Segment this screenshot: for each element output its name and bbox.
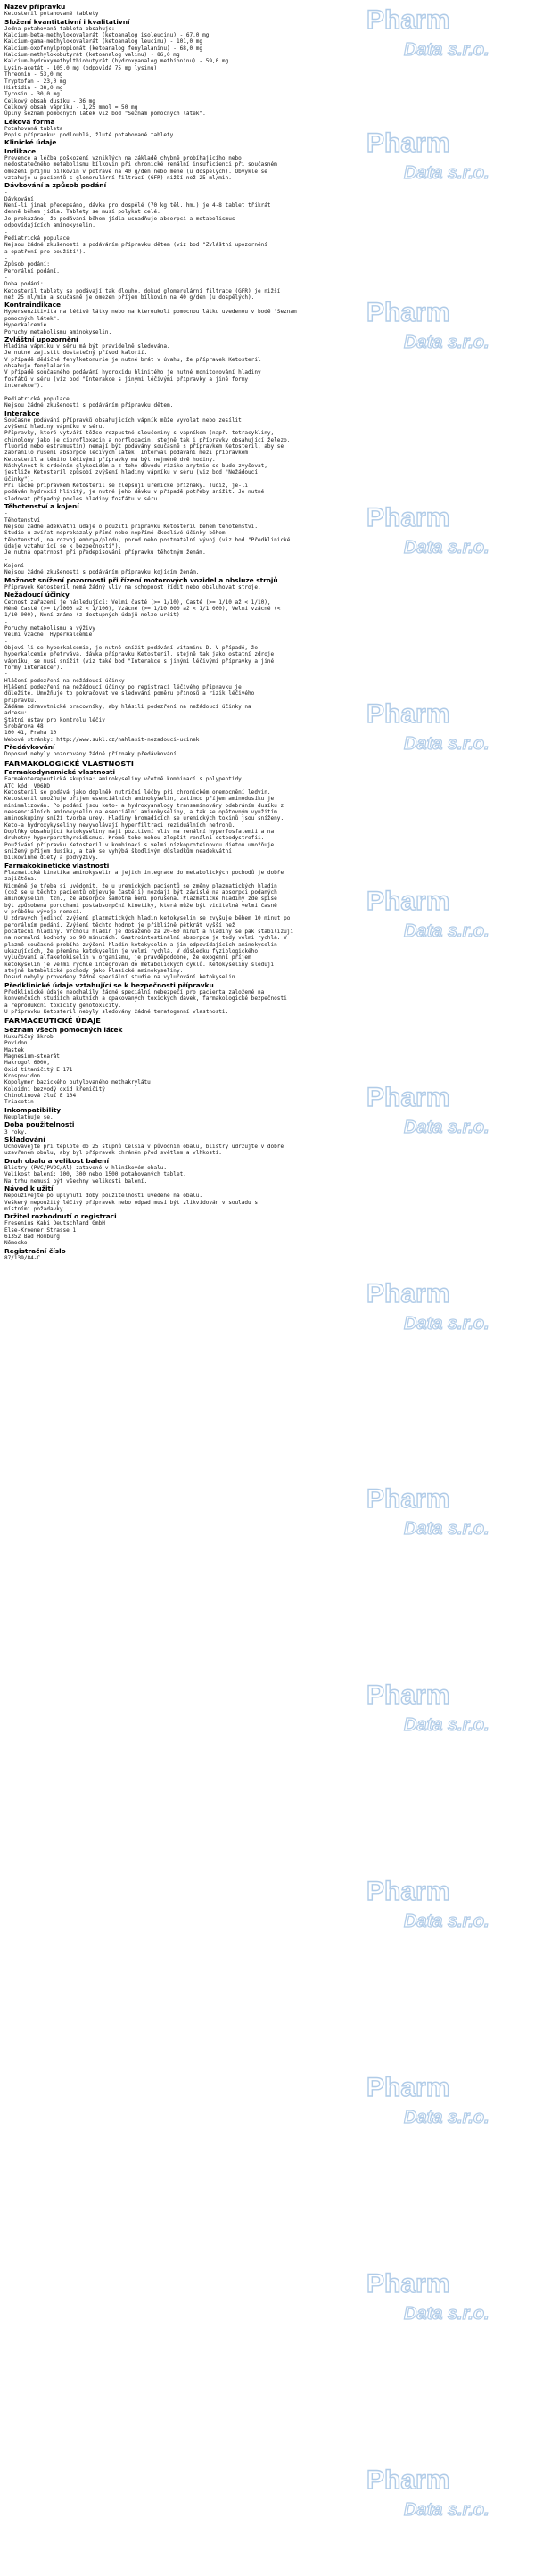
text-line: - <box>4 389 8 396</box>
text-line: Na trhu nemusí být všechny velikosti balení. <box>4 1177 148 1185</box>
text-line: 1/10 000), Není známo (z dostupných údajů nelze určit) <box>4 612 180 619</box>
svg-text:Data s.r.o.: Data s.r.o. <box>404 1118 490 1137</box>
text-line: denně během jídla. Tablety se musí polykat celé. <box>4 209 160 216</box>
text-line: Hlášení podezření na nežádoucí účinky <box>4 677 125 684</box>
text-line: na normální hodnoty po 90 minutách. Gastrointestinální absorpce je tedy velmi rychlá. V <box>4 935 287 942</box>
text-line: Keto-a hydroxykyseliny nevyvolávají hyperfiltraci reziduálních nefronů. <box>4 822 235 829</box>
section-body <box>4 989 531 1015</box>
svg-text:Data s.r.o.: Data s.r.o. <box>404 2108 490 2127</box>
text-line: Nepoužívejte po uplynutí doby použitelnosti uvedené na obalu. <box>4 1193 203 1200</box>
heading-skladovani: Skladování <box>4 1135 45 1144</box>
section-body <box>4 11 531 17</box>
text-line: Způsob podání: <box>4 261 50 268</box>
text-line: formy interakce"). <box>4 665 63 671</box>
text-line: - <box>4 254 8 261</box>
text-line: Úplný seznam pomocných látek viz bod "Seznam pomocných látek". <box>4 111 206 118</box>
svg-text:Data s.r.o.: Data s.r.o. <box>404 2500 490 2520</box>
section-body <box>4 1114 531 1120</box>
section-body <box>4 1193 531 1212</box>
text-line: Jedna potahovaná tableta obsahuje: <box>4 25 115 32</box>
text-line: Kalcium-gama-methyloxovalerát (ketoanalog leucinu) - 101,0 mg <box>4 38 203 45</box>
text-line: Nejsou žádné adekvátní údaje o použití přípravku Ketosteril během těhotenství. <box>4 524 258 531</box>
text-line: a reprodukční toxicity genotoxicity. <box>4 1002 122 1009</box>
heading-druh-obalu-a-velikost-baleni: Druh obalu a velikost balení <box>4 1156 109 1165</box>
heading-doba-pouzitelnosti: Doba použitelnosti <box>4 1120 75 1129</box>
text-line: konvenčních studiích akutních a opakovaných toxických dávek, farmakologické bezpečnosti <box>4 995 287 1003</box>
text-line: neesenciálních aminokyselin na esenciální aminokyseliny, a tak se opětovným využitím <box>4 809 277 815</box>
text-line: Je nutná opatrnost při předepisování přípravku těhotným ženám. <box>4 549 206 557</box>
text-line: Histidin - 38,0 mg <box>4 84 63 91</box>
text-line: - <box>4 671 8 678</box>
text-line: Oxid titaničitý E 171 <box>4 1066 73 1073</box>
text-line: ATC kód: V06DD <box>4 782 50 789</box>
heading-klinicke-udaje: Klinické údaje <box>4 138 57 147</box>
text-line: Při léčbě přípravkem Ketosteril se zlepšují uremické příznaky. Tudíž, je-li <box>4 483 249 490</box>
text-line: interakce"). <box>4 383 44 390</box>
text-line: Plazmatická kinetika aminokyselin a jejich integrace do metabolických pochodů je dobře <box>4 869 284 876</box>
text-line: Popis přípravku: podlouhlé, žluté potahované tablety <box>4 132 174 139</box>
text-line: zvýšení hladiny vápníku v séru. <box>4 424 105 431</box>
text-line: Německo <box>4 1240 28 1247</box>
heading-farmaceuticke-udaje: FARMACEUTICKÉ ÚDAJE <box>4 1016 101 1026</box>
text-line: V případě dědičné fenylketonurie je nutné brát v úvahu, že přípravek Ketosteril <box>4 356 261 363</box>
text-line: Poruchy metabolismu a výživy <box>4 624 95 632</box>
text-line: Blistry (PVC/PVDC/Al) zatavené v hliníkovém obalu. <box>4 1164 168 1171</box>
svg-text:Pharm: Pharm <box>366 1680 450 1710</box>
section-body <box>4 751 531 757</box>
text-line: Nicméně je třeba si uvědomit, že u uremických pacientů se změny plazmatických hladin <box>4 882 277 889</box>
text-line: vápníku, se musí snížit (viz také bod "Interakce s jinými léčivými přípravky a jiné <box>4 657 275 665</box>
text-line: 87/139/84-C <box>4 1255 41 1261</box>
text-line: U zdravých jedinců zvýšení plazmatických hladin ketokyselin se zvyšuje během 10 minut po <box>4 915 291 922</box>
text-line: Kalcium-beta-methyloxovalerát (ketoanalog isoleucinu) - 67,0 mg <box>4 32 210 39</box>
text-line: Pediatrická populace <box>4 235 70 242</box>
heading-farmakodynamicke-vlastnosti: Farmakodynamické vlastnosti <box>4 768 116 777</box>
text-line: Celkový obsah vápníku - 1,25 mmol = 50 mg <box>4 103 138 111</box>
text-line: Poruchy metabolismu aminokyselin. <box>4 328 112 335</box>
heading-navod-k-uziti: Návod k užití <box>4 1184 54 1193</box>
heading-farmakokineticke-vlastnosti: Farmakokinetické vlastnosti <box>4 861 110 870</box>
text-line: U přípravku Ketosteril nebyly sledovány žádné teratogenní vlastnosti. <box>4 1009 229 1016</box>
svg-text:Pharm: Pharm <box>366 887 450 916</box>
text-line: aminoskupiny sníží tvorba urey. Hladiny hromadících se uremických toxinů jsou sníženy. <box>4 815 284 822</box>
text-line: Četnost zařazení je následující: Velmi časté (>= 1/10), Časté (>= 1/10 až < 1/10), <box>4 599 271 606</box>
text-line: snížený příjem dusíku, a tak se vyhýbá škodlivým důsledkům neadekvátní <box>4 848 232 855</box>
text-line: Méně časté (>= 1/1000 až < 1/100), Vzácné (>= 1/10 000 až < 1/1 000), Velmi vzácné (< <box>4 605 281 612</box>
text-line: uzavřeném obalu, aby byl přípravek chráněn před světlem a vlhkostí. <box>4 1150 222 1157</box>
text-line: Objeví-li se hyperkalcemie, je nutné snížit podávání vitaminu D. V případě, že <box>4 644 258 651</box>
section-body <box>4 1255 531 1261</box>
text-line: Else-Kroener Strasse 1 <box>4 1226 77 1234</box>
section-body <box>4 584 531 590</box>
text-line: Threonin - 53,0 mg <box>4 71 63 78</box>
text-line: Je nutné zajistit dostatečný přívod kalorií. <box>4 350 148 357</box>
text-line: Používání přípravku Ketosteril v kombinaci s velmi nízkoproteinovou dietou umožňuje <box>4 841 275 848</box>
heading-lekova-forma: Léková forma <box>4 117 55 126</box>
text-line: - <box>4 638 8 645</box>
text-line: Webové stránky: http://www.sukl.cz/nahlasit-nezadouci-ucinek <box>4 736 200 743</box>
svg-text:Data s.r.o.: Data s.r.o. <box>404 734 490 754</box>
heading-tehotenstvi-a-kojeni: Těhotenství a kojení <box>4 502 79 511</box>
pharmdata-watermark-logo <box>361 1873 526 1936</box>
text-line: odpovídajících aminokyselin. <box>4 222 95 229</box>
text-line: 3 roky. <box>4 1128 28 1135</box>
svg-text:Data s.r.o.: Data s.r.o. <box>404 1519 490 1539</box>
svg-text:Pharm: Pharm <box>366 2269 450 2299</box>
text-line: aminokyselin, tzn., že absorpce samotná není porušena. Plazmatické hladiny zde spíše <box>4 896 277 903</box>
text-line: Dosud nebyly provedeny žádné speciální studie na vylučování ketokyselin. <box>4 974 239 981</box>
text-line: Dávkování <box>4 195 34 202</box>
text-line: Nejsou žádné zkušenosti s podáváním přípravku kojícím ženám. <box>4 569 200 576</box>
heading-zvlastni-upozorneni: Zvláštní upozornění <box>4 334 78 343</box>
svg-text:Pharm: Pharm <box>366 5 450 35</box>
text-line: Ketosteril a těmito léčivými přípravky má být nejméně dvě hodiny. <box>4 456 216 463</box>
text-line: Velikost balení: 100, 300 nebo 1500 potahovaných tablet. <box>4 1171 186 1178</box>
text-line: Makrogol 6000, <box>4 1060 50 1067</box>
text-line: Žádáme zdravotnické pracovníky, aby hlásili podezření na nežádoucí účinky na <box>4 704 251 711</box>
section-body <box>4 155 531 181</box>
text-line: a opatření pro použití"). <box>4 248 86 255</box>
text-line: Koloidní bezvodý oxid křemičitý <box>4 1086 105 1093</box>
section-body <box>4 1129 531 1135</box>
text-line: údaje vztahující se k bezpečnosti"). <box>4 543 122 550</box>
svg-text:Pharm: Pharm <box>366 1484 450 1514</box>
heading-indikace: Indikace <box>4 146 37 155</box>
section-body <box>4 599 531 744</box>
section-body <box>4 776 531 861</box>
heading-registracni-cislo: Registrační číslo <box>4 1246 66 1255</box>
heading-moznost-snizeni-pozornosti-pri-rizeni-mo: Možnost snížení pozornosti při řízení motorových vozidel a obsluze strojů <box>4 575 278 584</box>
text-line: jestliže Ketosteril způsobí zvýšení hladiny vápníku v séru (viz bod "Nežádoucí <box>4 469 258 476</box>
text-line: - <box>4 189 8 196</box>
text-line: Triacetin <box>4 1099 34 1106</box>
svg-text:Pharm: Pharm <box>366 2073 450 2102</box>
text-line: Celkový obsah dusíku - 36 mg <box>4 97 95 104</box>
text-line: Není-li jinak předepsáno, dávka pro dospělé (70 kg těl. hm.) je 4-8 tablet třikrát <box>4 202 271 210</box>
text-line: Kukuřičný škrob <box>4 1033 54 1040</box>
text-line: Pediatrická populace <box>4 395 70 402</box>
text-line: sledovat případný pokles hladiny fosfátu v séru. <box>4 495 160 502</box>
text-line: Kalcium-oxofenylpropionát (ketoanalog fenylalaninu) - 68,0 mg <box>4 45 203 52</box>
text-line: Státní ústav pro kontrolu léčiv <box>4 716 105 723</box>
text-line: Chinolinová žluť E 104 <box>4 1093 77 1100</box>
section-body <box>4 1220 531 1246</box>
text-line: 100 41, Praha 10 <box>4 730 57 737</box>
text-line: Nejsou žádné zkušenosti s podáváním přípravku dětem (viz bod "Zvláštní upozornění <box>4 242 268 249</box>
text-line: vztahuje u pacientů s glomerulární filtrací (GFR) nižší než 25 ml/min. <box>4 174 232 181</box>
section-body <box>4 309 531 334</box>
text-line: Prevence a léčba poškození vzniklých na základě chybně probíhajícího nebo <box>4 154 242 161</box>
text-line: Hypersenzitivita na léčivé látky nebo na kteroukoli pomocnou látku uvedenou v bodě "Seznam <box>4 309 297 316</box>
text-line: Je prokázáno, že podávání během jídla usnadňuje absorpci a metabolismus <box>4 215 235 222</box>
pharmdata-watermark-logo <box>361 2462 526 2524</box>
text-line: Neuplatňuje se. <box>4 1113 54 1120</box>
text-line: důležité. Umožňuje to pokračovat ve sledování poměru přínosů a rizik léčivého <box>4 690 255 698</box>
text-line: ketokyselin je velmi rychle integrován do metabolických cyklů. Ketokyseliny sledují <box>4 961 275 968</box>
text-line: chinolony jako je ciprofloxacin a norfloxacin, stejně tak i přípravky obsahující železo, <box>4 436 291 443</box>
text-line: obsahuje fenylalanin. <box>4 363 73 370</box>
svg-text:Data s.r.o.: Data s.r.o. <box>404 1911 490 1931</box>
svg-text:Data s.r.o.: Data s.r.o. <box>404 1314 490 1333</box>
heading-kontraindikace: Kontraindikace <box>4 301 62 310</box>
text-line: Uchovávejte při teplotě do 25 stupňů Celsia v původním obalu, blistry udržujte v dobře <box>4 1144 284 1151</box>
text-line: zabránilo rušení absorpce léčivých látek. Interval podávání mezi přípravkem <box>4 450 249 457</box>
text-line: zajištěna. <box>4 876 37 883</box>
svg-text:Pharm: Pharm <box>366 2465 450 2495</box>
spc-document <box>0 0 531 1261</box>
text-line: Kopolymer bazického butylovaného methakrylátu <box>4 1079 151 1086</box>
pharmdata-watermark-logo <box>361 1677 526 1739</box>
text-line: Nejsou žádné zkušenosti s podáváním přípravku dětem. <box>4 402 174 409</box>
text-line: - <box>4 274 8 281</box>
text-line: Tyrosin - 30,0 mg <box>4 91 60 98</box>
text-line: druhotný hyperparathyroidismus. Kromě toho mohou zlepšit renální osteodystrofii. <box>4 835 265 842</box>
text-line: Potahovaná tableta <box>4 125 63 132</box>
text-line: bílkovinné diety a podvýživy. <box>4 855 99 862</box>
text-line: počáteční hladiny. Vrcholu hladin je dosaženo za 20-60 minut a hladiny se pak stabilizují <box>4 929 294 936</box>
text-line: Farmakoterapeutická skupina: aminokyseliny včetně kombinací s polypeptidy <box>4 776 242 783</box>
text-line: Hlášení podezření na nežádoucí účinky po registraci léčivého přípravku je <box>4 684 242 691</box>
text-line: minimalizován. Po podání jsou keto- a hydroxyanalogy transaminovány odebráním dusíku z <box>4 802 284 809</box>
pharmdata-watermark-logo <box>361 1481 526 1543</box>
section-body <box>4 1165 531 1185</box>
text-line: Ketosteril umožňuje příjem esenciálních aminokyselin, zatímco příjem aminodusíku je <box>4 796 275 803</box>
text-line: než 25 ml/min a současně je omezen příjem bílkovin na 40 g/den (u dospělých). <box>4 293 255 301</box>
text-line: fluorid nebo estramustin) nemají být podávány současně s přípravkem Ketosteril, aby se <box>4 443 284 450</box>
text-line: 61352 Bad Homburg <box>4 1234 60 1241</box>
pharmdata-watermark-logo <box>361 2069 526 2132</box>
text-line: Krospovidon <box>4 1073 41 1080</box>
text-line: účinky"). <box>4 475 34 483</box>
svg-text:Pharm: Pharm <box>366 1279 450 1309</box>
text-line: - <box>4 556 8 563</box>
text-line: v průběhu vývoje nemoci. <box>4 909 83 916</box>
section-body <box>4 510 531 575</box>
text-line: Kalcium-methyloxobutyrát (ketoanalog valinu) - 86,0 mg <box>4 52 180 59</box>
text-line: být způsobena poruchami postabsorpční kinetiky, která může být viditelná velmi časně <box>4 902 277 909</box>
heading-interakce: Interakce <box>4 409 40 417</box>
text-line: pomocných látek". <box>4 315 60 322</box>
text-line: Kalcium-hydroxymethylthiobutyrát (hydroxyanalog methioninu) - 59,0 mg <box>4 58 229 65</box>
section-body <box>4 1144 531 1157</box>
text-line: Lysin-acetát - 105,0 mg (odpovídá 75 mg lysinu) <box>4 64 158 71</box>
svg-text:Pharm: Pharm <box>366 503 450 533</box>
svg-text:Data s.r.o.: Data s.r.o. <box>404 40 490 60</box>
pharmdata-watermark-logo <box>361 2266 526 2328</box>
text-line: vylučování alfaketokiselin v organismu, je pravděpodobné, že exogenní příjem <box>4 954 251 962</box>
section-body <box>4 343 531 409</box>
text-line: Přípravek Ketosteril nemá žádný vliv na schopnost řídit nebo obsluhovat stroje. <box>4 584 261 591</box>
section-body <box>4 1034 531 1106</box>
text-line: Těhotenství <box>4 516 41 524</box>
heading-predavkovani: Předávkování <box>4 743 55 752</box>
svg-text:Data s.r.o.: Data s.r.o. <box>404 333 490 352</box>
svg-text:Pharm: Pharm <box>366 298 450 327</box>
text-line: Tryptofan - 23,0 mg <box>4 78 67 85</box>
pharmdata-watermark-logo <box>361 1276 526 1338</box>
heading-inkompatibility: Inkompatibility <box>4 1105 62 1114</box>
section-body <box>4 26 531 118</box>
section-body <box>4 417 531 502</box>
text-line: podáván hydroxid hlinitý, je nutné jeho dávku v případě potřeby snížit. Je nutné <box>4 489 265 496</box>
heading-nazev-pripravku: Název přípravku <box>4 3 66 11</box>
text-line: Kojení <box>4 563 24 570</box>
text-line: těhotenství, na rozvoj embrya/plodu, porod nebo postnatální vývoj (viz bod "Předklinické <box>4 536 291 543</box>
text-line: Hyperkalcemie <box>4 322 47 329</box>
section-body <box>4 870 531 981</box>
text-line: Hladina vápníku v séru má být pravidelně sledována. <box>4 343 170 351</box>
text-line: nedostatečného metabolismu bílkovin při chronické renální insuficienci při současném <box>4 161 277 169</box>
svg-text:Data s.r.o.: Data s.r.o. <box>404 538 490 557</box>
text-line: Velmi vzácné: Hyperkalcemie <box>4 632 93 639</box>
text-line: plazmě současné probíhá zvýšení hladin ketokyselin a jim odpovídajících aminokyselin <box>4 941 277 948</box>
text-line: Mastek <box>4 1046 24 1053</box>
text-line: Současné podávání přípravků obsahujících vápník může vyvolat nebo zesílit <box>4 417 242 424</box>
heading-farmakologicke-vlastnosti: FARMAKOLOGICKÉ VLASTNOSTI <box>4 758 134 768</box>
text-line: Šrobárova 48 <box>4 723 44 731</box>
text-line: Doba podání: <box>4 281 44 288</box>
text-line: Náchylnost k srdečním glykosidům a z toho důvodu riziko arytmie se bude zvyšovat, <box>4 463 268 470</box>
section-body <box>4 126 531 139</box>
text-line: (což se u těchto pacientů objevuje častěji) nezdají být závislé na absorpci podaných <box>4 888 277 896</box>
text-line: Ketosteril se podává jako doplněk nutriční léčby při chronickém onemocnění ledvin. <box>4 788 271 796</box>
text-line: - <box>4 228 8 235</box>
text-line: Povidon <box>4 1040 28 1047</box>
text-line: přípravku. <box>4 697 37 704</box>
svg-text:Data s.r.o.: Data s.r.o. <box>404 921 490 941</box>
text-line: Fresenius Kabi Deutschland GmbH <box>4 1220 105 1227</box>
text-line: Předklinické údaje neodhalily žádné speciální nebezpečí pro pacienta založené na <box>4 989 265 995</box>
section-body <box>4 189 531 301</box>
heading-seznam-vsech-pomocnych-latek: Seznam všech pomocných látek <box>4 1025 123 1034</box>
text-line: hyperkalcemie přetrvává, dávka přípravku Ketosteril, stejně tak jako ostatní zdroje <box>4 651 275 658</box>
text-line: fosfátů v séru (viz bod "Interakce s jinými léčivými přípravky a jiné formy <box>4 376 249 383</box>
heading-drzitel-rozhodnuti-o-registraci: Držitel rozhodnutí o registraci <box>4 1212 117 1221</box>
text-line: stejné katabolické pochody jako klasické aminokyseliny. <box>4 968 184 975</box>
heading-davkovani-a-zpusob-podani: Dávkování a způsob podání <box>4 181 107 190</box>
text-line: - <box>4 618 8 625</box>
text-line: omezení příjmu bílkovin v potravě na 40 g/den nebo méně (u dospělých). Obvykle se <box>4 168 268 175</box>
text-line: ukazujících, že přeměna ketokyselin je velmi rychlá. V důsledku fyziologického <box>4 948 258 955</box>
text-line: Ketosteril potahované tablety <box>4 11 99 18</box>
heading-nezadouci-ucinky: Nežádoucí účinky <box>4 590 70 599</box>
text-line: Studie u zvířat neprokázaly přímé nebo nepřímé škodlivé účinky během <box>4 530 226 537</box>
svg-text:Data s.r.o.: Data s.r.o. <box>404 1715 490 1735</box>
text-line: Ketosteril tablety se podávají tak dlouho, dokud glomerulární filtrace (GFR) je nižší <box>4 287 281 294</box>
heading-predklinicke-udaje-vztahujici-se-k-bezpe: Předklinické údaje vztahující se k bezpečnosti přípravku <box>4 980 214 989</box>
svg-text:Pharm: Pharm <box>366 1083 450 1112</box>
text-line: Doposud nebyly pozorovány žádné příznaky předávkování. <box>4 751 180 758</box>
text-line: Perorální podání. <box>4 268 60 275</box>
text-line: místními požadavky. <box>4 1205 67 1212</box>
text-line: adresu: <box>4 710 28 717</box>
svg-text:Pharm: Pharm <box>366 1877 450 1906</box>
text-line: V případě současného podávání hydroxidu hlinitého je nutné monitorování hladiny <box>4 369 261 376</box>
svg-text:Data s.r.o.: Data s.r.o. <box>404 163 490 183</box>
svg-text:Data s.r.o.: Data s.r.o. <box>404 2304 490 2324</box>
text-line: perorálním podání. Zvýšení těchto hodnot je přibližně pětkrát vyšší než <box>4 921 235 929</box>
svg-text:Pharm: Pharm <box>366 699 450 729</box>
text-line: Doplňky obsahující ketokyseliny mají pozitivní vliv na renální hyperfosfatemii a na <box>4 829 275 836</box>
svg-text:Pharm: Pharm <box>366 128 450 158</box>
heading-slozeni-kvantitativni-i-kvalitativni: Složení kvantitativní i kvalitativní <box>4 17 130 26</box>
text-line: Magnesium-stearát <box>4 1053 60 1061</box>
text-line: Veškerý nepoužitý léčivý přípravek nebo odpad musí být zlikvidován v souladu s <box>4 1199 258 1206</box>
text-line: Přípravky, které vytváří těžce rozpustné sloučeniny s vápníkem (např. tetracykliny, <box>4 430 275 437</box>
text-line: - <box>4 510 8 517</box>
